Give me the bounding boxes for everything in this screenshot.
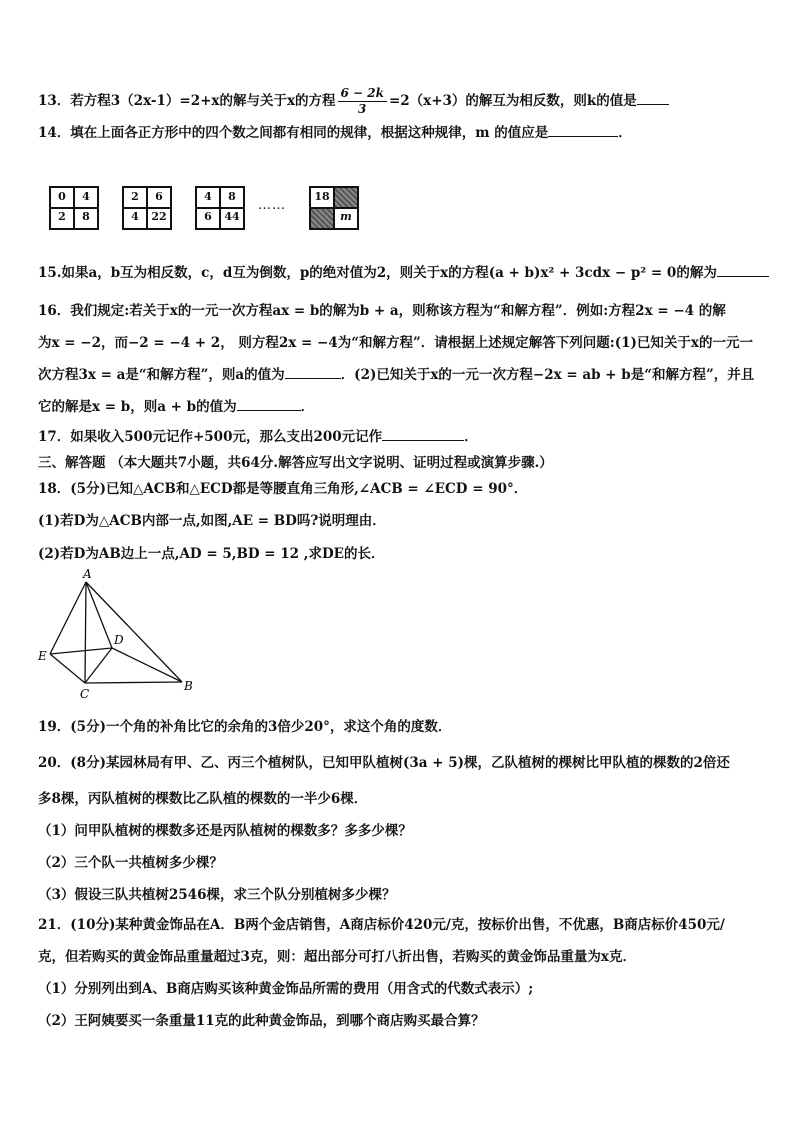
square-2-bl: 4 [131, 210, 139, 223]
label-C: C [80, 687, 90, 701]
q16-blank-1 [285, 378, 341, 379]
question-21-sub-1: （1）分别列出到A、B商店购买该种黄金饰品所需的费用（用含式的代数式表示）; [38, 981, 534, 997]
square-last-bl-shaded [311, 209, 333, 228]
question-16-line-3 [38, 366, 754, 384]
question-13 [38, 86, 669, 117]
question-20-sub-3: （3）假设三队共植树2546棵，求三个队分别植树多少棵？ [38, 887, 396, 903]
q13-text-after: =2（x+3）的解互为相反数，则k的值是 [388, 93, 637, 109]
sequence-ellipsis: …… [258, 198, 286, 213]
label-A: A [83, 568, 92, 581]
square-3-bl: 6 [204, 210, 212, 223]
label-D: D [114, 633, 124, 647]
square-last-br: m [340, 210, 352, 223]
question-18-line-3: (2)若D为AB边上一点,AD = 5,BD = 12 ,求DE的长． [38, 546, 385, 562]
q13-fraction [338, 86, 387, 117]
q16-line-4a: 它的解是x = b，则a + b的值为 [38, 399, 237, 415]
q16-line-2: 为x = −2，而−2 = −4 + 2， 则方程2x = −4为“和解方程”．请根据上述规定解答下列问题:(1)已知关于x的一元一 [38, 335, 753, 351]
square-3-tr: 8 [228, 190, 236, 203]
square-3-br: 44 [224, 210, 240, 223]
q14-end: ． [618, 125, 632, 141]
square-1-tr: 4 [82, 190, 90, 203]
question-19: 19．(5分)一个角的补角比它的余角的3倍少20°，求这个角的度数． [38, 719, 452, 735]
number-square-2 [122, 186, 172, 230]
question-16-line-1 [38, 302, 726, 320]
edge-CB [85, 682, 182, 683]
q13-text-before: 13．若方程3（2x-1）=2+x的解与关于x的方程 [38, 93, 336, 109]
question-15 [38, 264, 769, 282]
edge-AE [50, 582, 86, 654]
label-E: E [38, 649, 47, 663]
edge-AC [85, 582, 86, 683]
q15-text: 15.如果a，b互为相反数，c，d互为倒数，p的绝对值为2，则关于x的方程(a + b)x² + 3cdx − p² = 0的解为 [38, 265, 717, 281]
q16-line-4b: ． [300, 399, 315, 415]
square-last-tl: 18 [314, 190, 330, 203]
number-square-3 [195, 186, 245, 230]
edge-EC [50, 654, 85, 683]
q17-text: 17．如果收入500元记作+500元，那么支出200元记作 [38, 429, 383, 445]
label-B: B [184, 679, 193, 693]
q17-end: ． [464, 429, 478, 445]
q13-frac-numerator: 6 − 2k [338, 86, 387, 102]
question-16-line-2 [38, 334, 753, 352]
square-3-tl: 4 [204, 190, 212, 203]
number-square-1 [49, 186, 99, 230]
question-20-line-1: 20．(8分)某园林局有甲、乙、丙三个植树队，已知甲队植树(3a + 5)棵，乙队植树的棵树比甲队植的棵数的2倍还 [38, 755, 730, 771]
question-20-sub-2: （2）三个队一共植树多少棵？ [38, 855, 223, 871]
edge-AD [86, 582, 112, 648]
question-14 [38, 124, 632, 142]
square-last-tr-shaded [335, 188, 357, 207]
question-20-line-2: 多8棵，丙队植树的棵数比乙队植的棵数的一半少6棵． [38, 791, 368, 807]
q14-answer-blank [548, 136, 618, 137]
q16-blank-2 [237, 410, 301, 411]
q16-line-3a: 次方程3x = a是“和解方程”，则a的值为 [38, 367, 285, 383]
edge-DB [112, 648, 182, 682]
q17-answer-blank [382, 440, 464, 441]
question-20-sub-1: （1）问甲队植树的棵数多还是丙队植树的棵数多？多多少棵？ [38, 823, 412, 839]
q13-frac-denominator: 3 [358, 102, 367, 116]
square-1-tl: 0 [58, 190, 66, 203]
q16-line-1: 16．我们规定:若关于x的一元一次方程ax = b的解为b + a，则称该方程为“和解方程”．例如:方程2x = −4 的解 [38, 303, 726, 319]
question-21-line-1: 21．(10分)某种黄金饰品在A．B两个金店销售，A商店标价420元/克，按标价出售，不优惠，B商店标价450元/ [38, 917, 725, 933]
triangle-figure [30, 568, 205, 703]
number-square-last [309, 186, 359, 230]
edge-AB [86, 582, 182, 682]
section-3-heading: 三、解答题 （本大题共7小题，共64分.解答应写出文字说明、证明过程或演算步骤.） [38, 455, 553, 471]
question-21-sub-2: （2）王阿姨要买一条重量11克的此种黄金饰品，到哪个商店购买最合算？ [38, 1013, 485, 1029]
q16-line-3b: ．(2)已知关于x的一元一次方程−2x = ab + b是“和解方程”，并且 [340, 367, 755, 383]
edge-ED [50, 648, 112, 654]
square-2-tr: 6 [155, 190, 163, 203]
question-17 [38, 428, 478, 446]
q14-text: 14．填在上面各正方形中的四个数之间都有相同的规律，根据这种规律，m 的值应是 [38, 125, 549, 141]
square-1-br: 8 [82, 210, 90, 223]
edge-CD [85, 648, 112, 683]
question-18-line-2: (1)若D为△ACB内部一点,如图,AE = BD吗?说明理由． [38, 513, 386, 529]
question-18-line-1: 18．(5分)已知△ACB和△ECD都是等腰直角三角形,∠ACB = ∠ECD = 90°． [38, 481, 528, 497]
question-21-line-2: 克，但若购买的黄金饰品重量超过3克，则：超出部分可打八折出售，若购买的黄金饰品重量为x克． [38, 949, 636, 965]
square-2-br: 22 [151, 210, 167, 223]
square-1-bl: 2 [58, 210, 66, 223]
question-16-line-4 [38, 398, 314, 416]
q13-answer-blank [637, 104, 669, 105]
square-2-tl: 2 [131, 190, 139, 203]
q15-answer-blank [717, 276, 769, 277]
